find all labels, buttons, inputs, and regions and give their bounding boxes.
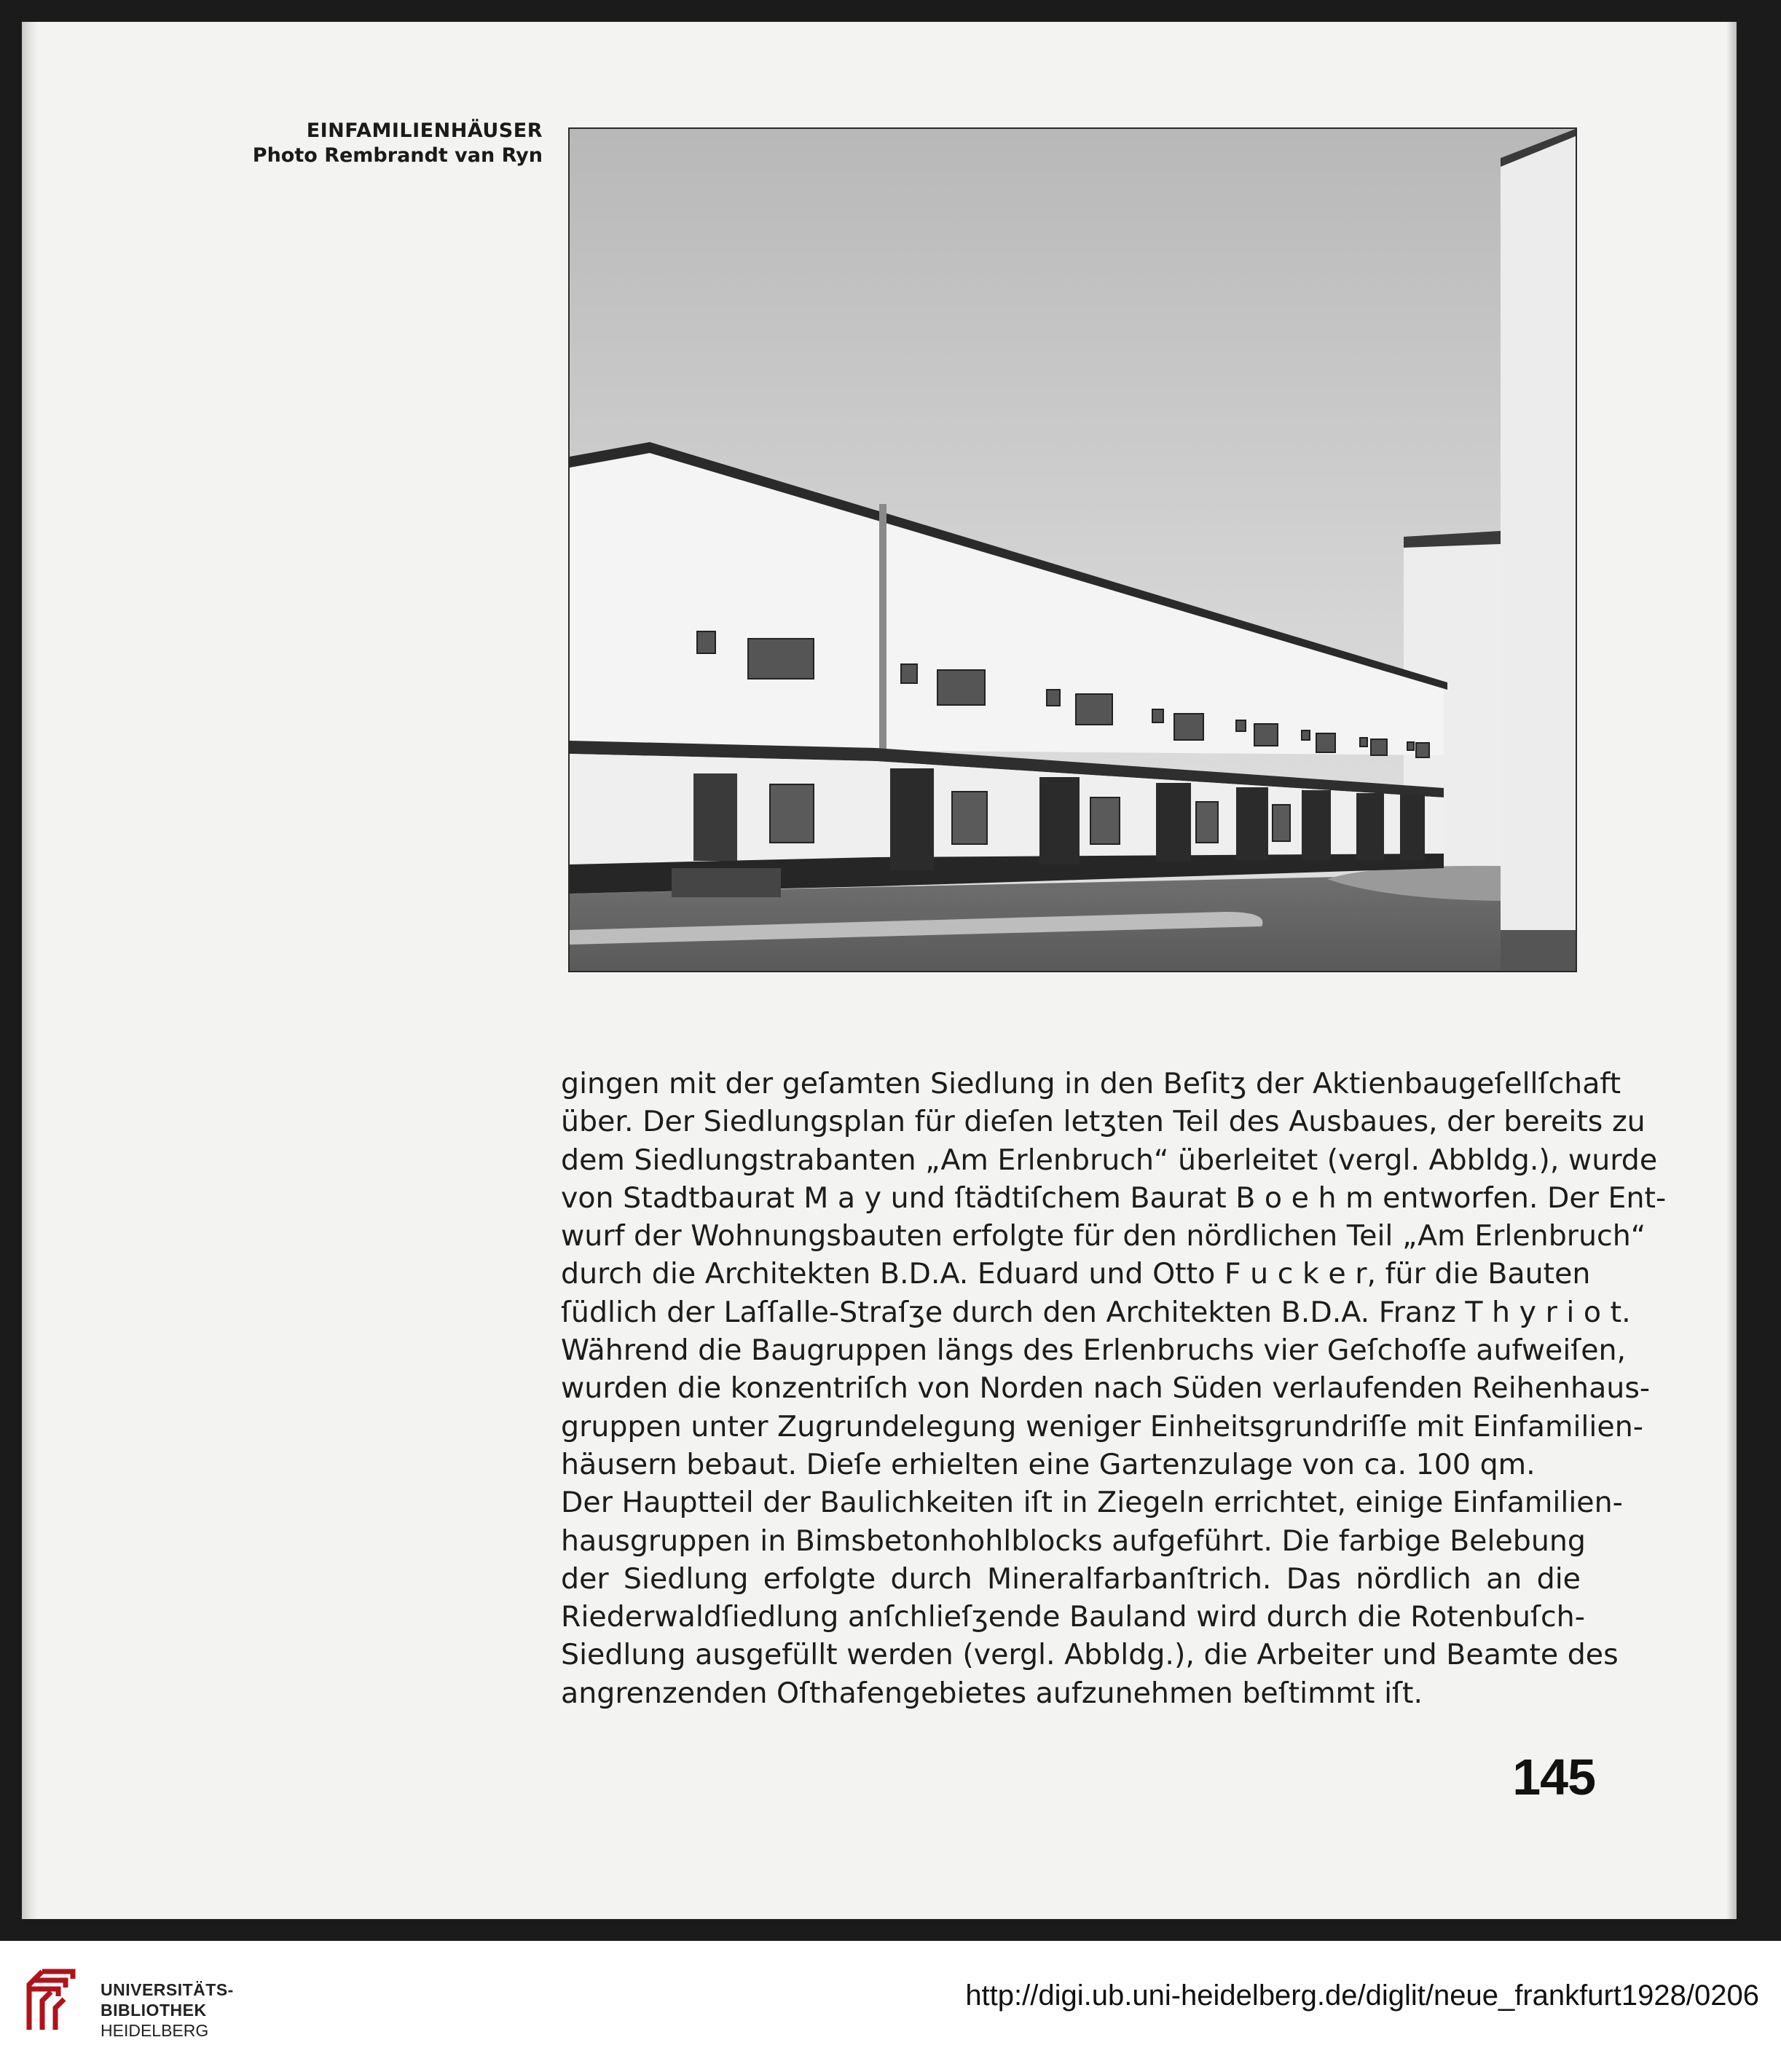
text-line: der Siedlung erfolgte durch Mineralfarbanſtrich. Das nördlich an die xyxy=(561,1561,1581,1596)
text-line: wurden die konzentriſch von Norden nach Süden verlaufenden Reihenhaus- xyxy=(561,1371,1651,1406)
library-line1: UNIVERSITÄTS- xyxy=(101,1980,234,1999)
source-url-link[interactable]: http://digi.ub.uni-heidelberg.de/diglit/neue_frankfurt1928/0206 xyxy=(965,1980,1759,2012)
text-line: von Stadtbaurat M a y und ſtädtiſchem Baurat B o e h m entworfen. Der Ent- xyxy=(561,1181,1667,1215)
text-line: gingen mit der geſamten Siedlung in den Beſitʒ der Aktienbaugeſellſchaft xyxy=(561,1067,1621,1100)
photo-caption xyxy=(131,119,543,168)
text-line: angrenzenden Oſthafengebietes aufzunehmen beſtimmt iſt. xyxy=(561,1676,1423,1710)
text-line: Siedlung ausgefüllt werden (vergl. Abbldg.), die Arbeiter und Beamte des xyxy=(561,1638,1619,1672)
body-text xyxy=(561,1065,1667,1712)
text-line: Der Hauptteil der Baulichkeiten iſt in Ziegeln errichtet, einige Einfamilien- xyxy=(561,1486,1623,1520)
text-line: hausgruppen in Bimsbetonhohlblocks aufgeführt. Die farbige Belebung xyxy=(561,1524,1586,1558)
library-line2: BIBLIOTHEK xyxy=(101,2001,207,2020)
library-name xyxy=(101,1980,234,2041)
text-line: ſüdlich der Laſſalle-Straſʒe durch den Architekten B.D.A. Franz T h y r i o t. xyxy=(561,1295,1631,1329)
text-line: häusern bebaut. Dieſe erhielten eine Gartenzulage von ca. 100 qm. xyxy=(561,1447,1536,1481)
library-line3: HEIDELBERG xyxy=(101,2021,209,2040)
page-number: 145 xyxy=(1512,1749,1595,1805)
photograph-of-terraced-houses xyxy=(570,129,1576,971)
text-line: Riederwaldſiedlung anſchlieſʒende Bauland wird durch die Rotenbuſch- xyxy=(561,1600,1585,1634)
text-line: über. Der Siedlungsplan für dieſen letʒten Teil des Ausbaues, der bereits zu xyxy=(561,1105,1646,1139)
page-edge-shadow xyxy=(1726,22,1737,1919)
caption-credit: Photo Rembrandt van Ryn xyxy=(252,144,543,167)
building-photograph xyxy=(568,127,1577,972)
caption-title: EINFAMILIENHÄUSER xyxy=(306,119,543,142)
ub-heidelberg-logo-icon[interactable] xyxy=(22,1963,95,2039)
text-line: Während die Baugruppen längs des Erlenbruchs vier Geſchoſſe aufweiſen, xyxy=(561,1334,1627,1368)
page-fold-shadow xyxy=(22,22,38,1919)
text-line: dem Siedlungstrabanten „Am Erlenbruch“ überleitet (vergl. Abbldg.), wurde xyxy=(561,1143,1658,1177)
text-line: wurf der Wohnungsbauten erfolgte für den nördlichen Teil „Am Erlenbruch“ xyxy=(561,1219,1646,1253)
text-line: gruppen unter Zugrundelegung weniger Einheitsgrundriſſe mit Einfamilien- xyxy=(561,1409,1643,1443)
text-line: durch die Architekten B.D.A. Eduard und Otto F u c k e r, für die Bauten xyxy=(561,1257,1591,1291)
